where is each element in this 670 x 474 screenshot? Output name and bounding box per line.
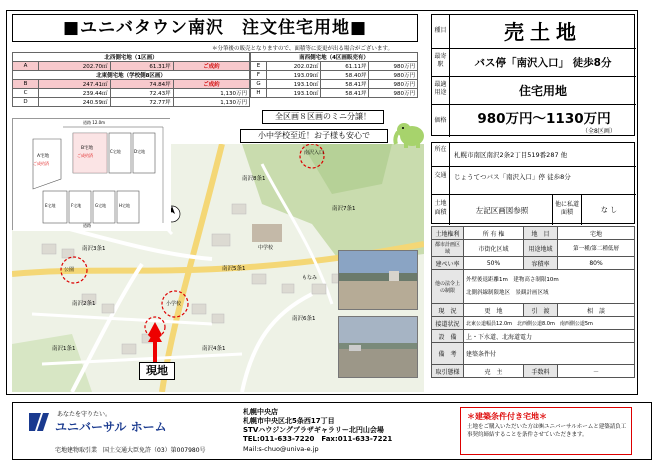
mini-subdivision-banner: 全区画８区画のミニ分譲！ [262, 110, 384, 124]
remarks-label: 備 考 [432, 343, 464, 365]
lot-area-m2: 240.59㎡ [39, 98, 111, 107]
lot-area-tsubo: 58.41坪 [321, 89, 369, 98]
lot-area-tsubo: 61.11坪 [321, 62, 369, 71]
branch-building: STVハウジングプラザギャラリー北円山会場 [243, 426, 384, 434]
lot-id: H [251, 89, 267, 98]
address-label: 所在 [432, 143, 450, 167]
city-plan-value: 市街化区域 [464, 240, 524, 257]
plan-lot-label: G宅地 [95, 203, 107, 208]
rights-label: 土地権利 [432, 227, 464, 240]
company-name: ユニバーサル ホーム [55, 420, 167, 434]
plan-sold-label: ご成約済 [77, 153, 93, 158]
kind-row [432, 15, 636, 49]
other-restriction-1: 外壁後退距離1m 建物高さ制限10m [466, 276, 559, 283]
private-road-label: 他に私道面積 [552, 195, 582, 225]
building-condition-box [460, 407, 632, 455]
trade-type-label: 取引態様 [432, 365, 464, 378]
facility-value: 上・下水道、北海道電力 [464, 330, 635, 343]
other-restriction-2: 北側斜線制限地区 景観計画区域 [466, 289, 549, 296]
plan-lot-label: C宅地 [110, 149, 121, 154]
site-photo-2-graphic [339, 317, 418, 378]
station-label: 最寄駅 [432, 49, 450, 77]
use-row [432, 77, 636, 105]
map-label-school: 小学校 [166, 301, 182, 307]
rights-value: 所 有 権 [464, 227, 524, 240]
bcr-label: 建ぺい率 [432, 257, 464, 270]
company-footer [12, 402, 652, 460]
plan-lot-label: A宅地 [37, 154, 50, 159]
private-road-value: な し [600, 206, 618, 214]
current-site-label: 現地 [139, 362, 175, 380]
north-block-header: 北東側宅地（学校側8区画） [13, 71, 250, 80]
lot-area-m2: 202.70㎡ [39, 62, 111, 71]
kind-value: 売土地 [504, 20, 582, 44]
branch-email: Mail:s-chuo@univa-e.jp [243, 445, 319, 453]
delivery-value: 相 談 [558, 304, 635, 317]
lot-status: ご成約 [173, 62, 249, 71]
branch-name: 札幌中央店 [243, 408, 278, 416]
other-restrictions-label: 他の法令上の制限 [432, 270, 464, 304]
lot-price: 980万円 [369, 80, 418, 89]
delivery-label: 引 渡 [524, 304, 558, 317]
traffic-value: じょうてつバス「南沢入口」停 徒歩8分 [454, 173, 571, 181]
fee-value: － [558, 365, 635, 378]
disclaimer-note: ＊分筆後の販売となりますので、面積等に変更が出る場合がございます。 [212, 46, 393, 52]
lot-area-m2: 247.41㎡ [39, 80, 111, 89]
license-number: 宅地建物取引業 国土交通大臣免許（03）第007980号 [55, 447, 206, 454]
plan-lot-label: H宅地 [119, 203, 131, 208]
lot-area-m2: 202.02㎡ [267, 62, 321, 71]
lot-plan-diagram [12, 118, 170, 230]
use-value: 住宅用地 [518, 84, 567, 98]
road-access-label: 接道状況 [432, 317, 464, 330]
price-row [432, 105, 636, 137]
lot-area-tsubo: 58.40坪 [321, 71, 369, 80]
city-plan-label: 都市計画区域 [432, 240, 464, 257]
page-title: ■ユニバタウン南沢 注文住宅用地■ [12, 14, 418, 42]
lot-price: 980万円 [369, 62, 418, 71]
branch-phone: TEL:011-633-7220 Fax:011-633-7221 [243, 435, 393, 443]
south-block-header: 南西側宅地（4区画販売有） [251, 53, 418, 62]
remarks-value: 建築条件付 [464, 343, 635, 365]
address-value: 札幌市南区南沢2条2丁目519番287 他 [454, 151, 568, 159]
company-slogan: あなたを守りたい。 [57, 411, 112, 418]
address-row [432, 143, 636, 167]
site-photo-1 [338, 250, 418, 310]
map-label-town: 南沢6条1 [292, 316, 316, 322]
map-label-town: 南沢1条1 [52, 346, 76, 352]
lot-id: A [13, 62, 39, 71]
branch-address: 札幌市中央区北5条西17丁目 [243, 417, 335, 425]
plan-lot-label: E宅地 [45, 203, 56, 208]
plan-sold-label: ご成約済 [33, 161, 49, 166]
traffic-label: 交通 [432, 167, 450, 195]
plan-road-label: 道路 [83, 223, 91, 228]
company-logo-icon [27, 411, 51, 433]
lot-id: G [251, 80, 267, 89]
map-label-school: 中学校 [258, 245, 274, 251]
plan-road-label: 道路 12.0m [83, 120, 106, 125]
map-label-park: 公園 [64, 267, 75, 273]
kind-label: 種目 [432, 15, 450, 49]
status-label: 現 況 [432, 304, 464, 317]
map-label-bus-stop: 南沢入口 [304, 150, 325, 156]
far-value: 80% [558, 257, 635, 270]
status-value: 更 地 [464, 304, 524, 317]
property-details-table [431, 226, 635, 378]
lot-area-m2: 193.09㎡ [267, 71, 321, 80]
lot-price: 980万円 [369, 71, 418, 80]
lot-plan-graphic [13, 119, 171, 231]
lot-status: ご成約 [173, 80, 249, 89]
building-condition-text: 土地をご購入いただいた方は㈱ユニバーサルホームと建築請負工事契約締結することを条件させていただきます。 [467, 424, 627, 438]
plan-lot-label: F宅地 [71, 203, 82, 208]
map-label-town: 南沢4条1 [202, 346, 226, 352]
location-panel [431, 142, 635, 224]
south-lot-table [250, 52, 418, 98]
trade-type-value: 売 主 [464, 365, 524, 378]
lot-area-m2: 239.44㎡ [39, 89, 111, 98]
building-condition-title: ＊建築条件付き宅地＊ [467, 412, 547, 421]
lot-id: E [251, 62, 267, 71]
price-subnote: （全8区画） [582, 128, 616, 135]
map-label-town: 南沢3条1 [82, 246, 106, 252]
station-row [432, 49, 636, 77]
map-label-hospital: もなみ [302, 275, 318, 281]
facility-label: 設 備 [432, 330, 464, 343]
map-label-town: 南沢8条1 [242, 176, 266, 182]
station-value: バス停「南沢入口」 徒歩8分 [474, 57, 612, 69]
west-block-header: 北西側宅地（1区画） [13, 53, 250, 62]
lot-price: 1,130万円 [173, 98, 249, 107]
lot-area-tsubo: 72.77坪 [110, 98, 173, 107]
land-area-row [432, 195, 636, 225]
elephant-mascot-icon [392, 118, 428, 150]
school-nearby-banner: 小中学校至近！お子様も安心で [240, 129, 388, 143]
lot-area-m2: 193.10㎡ [267, 80, 321, 89]
price-label: 価格 [432, 105, 450, 137]
chimoku-label: 地 目 [524, 227, 558, 240]
zone-label: 用途地域 [524, 240, 558, 257]
price-value: 980万円～1130万円 [477, 111, 611, 127]
chimoku-value: 宅地 [558, 227, 635, 240]
bcr-value: 50% [464, 257, 524, 270]
lot-id: B [13, 80, 39, 89]
lot-area-tsubo: 58.41坪 [321, 80, 369, 89]
fee-label: 手数料 [524, 365, 558, 378]
land-area-label: 土地面積 [432, 195, 450, 225]
far-label: 容積率 [524, 257, 558, 270]
lot-area-m2: 193.10㎡ [267, 89, 321, 98]
lot-area-tsubo: 61.31坪 [110, 62, 173, 71]
map-label-town: 南沢5条1 [222, 266, 246, 272]
plan-lot-label: B宅地 [81, 146, 94, 151]
lot-id: C [13, 89, 39, 98]
info-panel [431, 14, 635, 136]
use-label: 最適用途 [432, 77, 450, 105]
road-access-value: 北東公道幅員12.0m 北西側公道8.0m 南西側公道5m [464, 317, 635, 330]
west-north-lot-table [12, 52, 250, 107]
zone-value: 第一種/第二種低層 [558, 240, 635, 257]
plan-lot-label: D宅地 [134, 149, 146, 154]
lot-price: 1,130万円 [173, 89, 249, 98]
site-photo-1-graphic [339, 251, 418, 310]
map-label-town: 南沢2条1 [72, 301, 96, 307]
map-label-town: 南沢7条1 [332, 206, 356, 212]
lot-id: D [13, 98, 39, 107]
lot-area-tsubo: 72.43坪 [110, 89, 173, 98]
lot-price: 980万円 [369, 89, 418, 98]
lot-id: F [251, 71, 267, 80]
land-area-value: 左記区画図参照 [475, 206, 529, 215]
traffic-row [432, 167, 636, 195]
lot-area-tsubo: 74.84坪 [110, 80, 173, 89]
site-photo-2 [338, 316, 418, 378]
